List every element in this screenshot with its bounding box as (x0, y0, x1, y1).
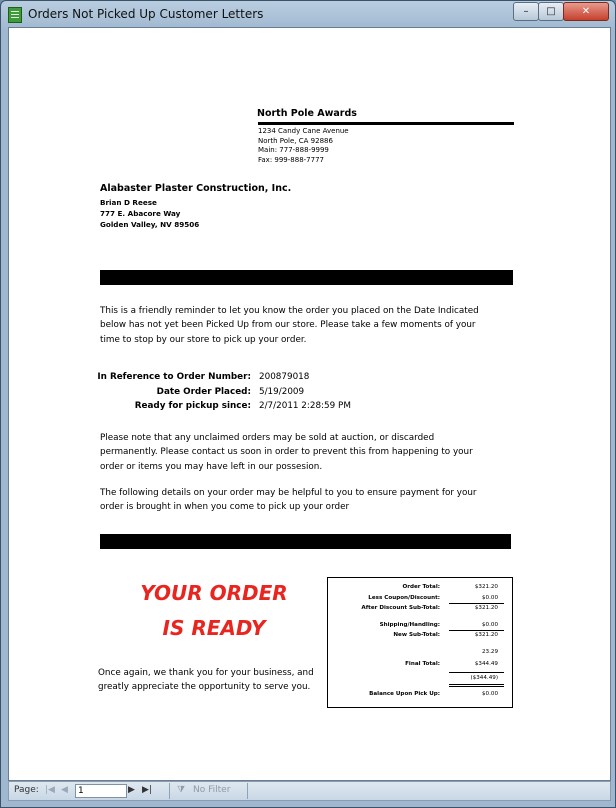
order-totals-box (327, 577, 513, 708)
page-number-input[interactable]: 1 (75, 784, 127, 798)
shipping-value: $0.00 (481, 622, 498, 628)
date-placed-value: 5/19/2009 (259, 387, 305, 397)
filter-icon: ⧩ (177, 785, 186, 795)
sum-line (449, 684, 504, 685)
record-navigation-bar (8, 781, 611, 801)
balance-value: $0.00 (481, 691, 498, 697)
maximize-button[interactable]: □ (538, 2, 564, 21)
recipient-street: 777 E. Abacore Way (100, 209, 181, 218)
paragraph-line: Please note that any unclaimed orders may be sold at auction, or discarded (100, 433, 435, 443)
next-page-button[interactable]: ▶ (128, 785, 135, 795)
sender-address-line: North Pole, CA 92886 (258, 137, 333, 145)
header-rule (258, 122, 514, 125)
paragraph-line: This is a friendly reminder to let you know the order you placed on the Date Indicated (100, 306, 479, 316)
final-total-label: Final Total: (405, 661, 440, 667)
sum-line (449, 630, 504, 631)
paragraph-line: time to stop by our store to pick up your order. (100, 334, 307, 345)
window-title: Orders Not Picked Up Customer Letters (28, 7, 264, 21)
new-subtotal-label: New Sub-Total: (393, 632, 440, 638)
less-coupon-value: $0.00 (481, 595, 498, 601)
report-preview-area[interactable] (8, 27, 611, 781)
divider (247, 783, 248, 799)
paragraph-line: permanently. Please contact us soon in order to prevent this from happening to your (100, 447, 473, 458)
order-total-value: $321.20 (474, 584, 498, 590)
payments-value: ($344.49) (470, 675, 498, 681)
tax-value: 23.29 (481, 649, 498, 655)
final-total-value: $344.49 (474, 661, 498, 667)
paragraph-line: below has not yet been Picked Up from our store. Please take a few moments of your (100, 320, 476, 331)
close-button[interactable]: ✕ (563, 2, 609, 21)
paragraph-line: order is brought in when you come to pick up your order (100, 502, 350, 513)
page-label: Page: (14, 785, 39, 795)
sender-company: North Pole Awards (257, 108, 357, 119)
sender-address-line: 1234 Candy Cane Avenue (258, 127, 349, 135)
payment-details-paragraph (100, 486, 477, 515)
thank-you-note (98, 666, 314, 695)
section-divider-bar (100, 270, 513, 285)
sum-line (449, 672, 504, 673)
first-page-button[interactable]: |◀ (45, 785, 55, 795)
balance-label: Balance Upon Pick Up: (369, 691, 440, 697)
no-filter-indicator[interactable]: No Filter (193, 785, 231, 795)
previous-page-button[interactable]: ◀ (61, 785, 68, 795)
sum-line (449, 686, 504, 687)
divider (169, 783, 170, 799)
minimize-button[interactable]: – (513, 2, 539, 21)
ready-since-value: 2/7/2011 2:28:59 PM (259, 401, 351, 411)
after-discount-label: After Discount Sub-Total: (361, 605, 440, 611)
unclaimed-notice-paragraph (100, 431, 473, 474)
ready-since-label: Ready for pickup since: (134, 401, 251, 411)
order-ready-banner: YOUR ORDER (140, 581, 288, 605)
recipient-city: Golden Valley, NV 89506 (100, 220, 200, 229)
order-ready-banner: IS READY (162, 616, 266, 640)
paragraph-line: Once again, we thank you for your business, and (98, 668, 314, 678)
date-placed-label: Date Order Placed: (156, 387, 251, 397)
less-coupon-label: Less Coupon/Discount: (368, 595, 440, 601)
order-number-value: 200879018 (259, 372, 310, 382)
shipping-label: Shipping/Handling: (379, 622, 440, 628)
reminder-paragraph (100, 304, 479, 347)
new-subtotal-value: $321.20 (474, 632, 498, 638)
report-icon (8, 7, 22, 23)
order-number-label: In Reference to Order Number: (97, 372, 251, 382)
section-divider-bar (100, 534, 511, 549)
letter-page (9, 28, 610, 780)
paragraph-line: order or items you may have left in our possesion. (100, 461, 323, 472)
order-total-label: Order Total: (402, 584, 440, 590)
after-discount-value: $321.20 (474, 605, 498, 611)
last-page-button[interactable]: ▶| (142, 785, 152, 795)
title-bar[interactable] (1, 1, 615, 27)
paragraph-line: The following details on your order may be helpful to you to ensure payment for your (100, 488, 477, 498)
recipient-contact: Brian D Reese (100, 198, 157, 207)
paragraph-line: greatly appreciate the opportunity to serve you. (98, 682, 311, 693)
sender-fax: Fax: 999-888-7777 (258, 156, 324, 164)
sender-phone: Main: 777-888-9999 (258, 146, 329, 154)
recipient-company: Alabaster Plaster Construction, Inc. (100, 183, 292, 194)
sum-line (449, 603, 504, 604)
